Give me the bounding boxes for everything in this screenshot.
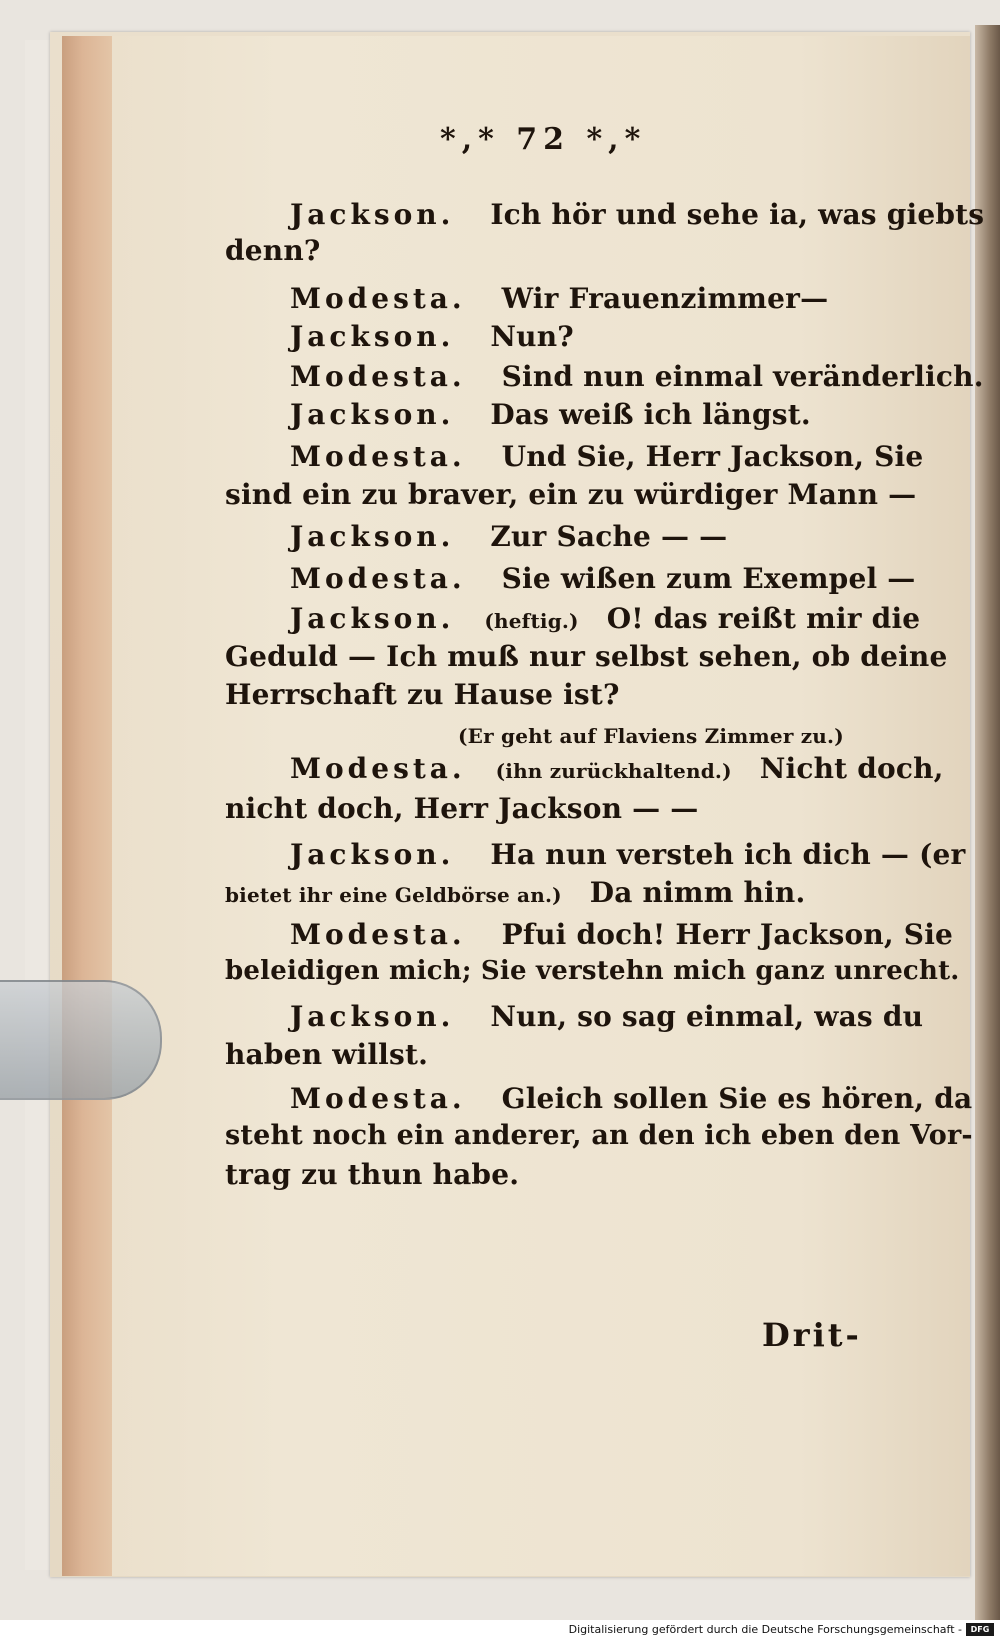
line-20: beleidigen mich; Sie verstehn mich ganz unrecht. xyxy=(225,956,960,986)
dialogue-text: Zur Sache — — xyxy=(490,520,728,553)
speaker-name: Modesta. xyxy=(290,360,466,393)
line-8: sind ein zu braver, ein zu würdiger Mann — xyxy=(225,478,917,511)
stage-direction: (ihn zurückhaltend.) xyxy=(495,759,732,783)
dialogue-text: Gleich sollen Sie es hören, da xyxy=(501,1082,973,1115)
line-3 xyxy=(290,282,828,315)
line-21 xyxy=(290,1000,923,1033)
speaker-name: Modesta. xyxy=(290,562,466,595)
page-header: *,* 72 *,* xyxy=(440,122,647,157)
line-4 xyxy=(290,320,574,353)
line-25: trag zu thun habe. xyxy=(225,1158,520,1191)
speaker-name: Modesta. xyxy=(290,1082,466,1115)
page-clip xyxy=(0,980,162,1100)
dialogue-text: Da nimm hin. xyxy=(589,876,806,909)
dialogue-text: Nun, so sag einmal, was du xyxy=(490,1000,924,1033)
speaker-name: Jackson. xyxy=(290,602,455,635)
line-2: denn? xyxy=(225,234,321,267)
dialogue-text: Das weiß ich längst. xyxy=(490,398,811,431)
speaker-name: Jackson. xyxy=(290,398,455,431)
line-12: Geduld — Ich muß nur selbst sehen, ob deine xyxy=(225,640,948,673)
line-18 xyxy=(225,876,805,909)
speaker-name: Jackson. xyxy=(290,1000,455,1033)
line-7 xyxy=(290,440,923,473)
line-19 xyxy=(290,918,953,951)
line-24: steht noch ein anderer, an den ich eben den Vor- xyxy=(225,1120,973,1151)
footer-credit: Digitalisierung gefördert durch die Deutsche Forschungsgemeinschaft - xyxy=(568,1623,962,1636)
speaker-name: Modesta. xyxy=(290,440,466,473)
dialogue-text: Pfui doch! Herr Jackson, Sie xyxy=(501,918,954,951)
speaker-name: Modesta. xyxy=(290,282,466,315)
speaker-name: Modesta. xyxy=(290,918,466,951)
line-11 xyxy=(290,602,920,635)
line-6 xyxy=(290,398,811,431)
speaker-name: Modesta. xyxy=(290,752,466,785)
dialogue-text: Und Sie, Herr Jackson, Sie xyxy=(501,440,924,473)
speaker-name: Jackson. xyxy=(290,198,455,231)
speaker-name: Jackson. xyxy=(290,520,455,553)
line-17 xyxy=(290,838,966,871)
dialogue-text: Nicht doch, xyxy=(759,752,944,785)
dialogue-text: Nun? xyxy=(490,320,574,353)
speaker-name: Jackson. xyxy=(290,838,455,871)
line-22: haben willst. xyxy=(225,1038,429,1071)
dialogue-text: O! das reißt mir die xyxy=(606,602,921,635)
stage-direction-line: (Er geht auf Flaviens Zimmer zu.) xyxy=(458,724,844,748)
dialogue-text: Ha nun versteh ich dich — (er xyxy=(490,838,966,871)
line-23 xyxy=(290,1082,972,1115)
line-15 xyxy=(290,752,944,785)
catchword: Drit- xyxy=(762,1316,862,1354)
dfg-logo: DFG xyxy=(966,1623,994,1636)
line-9 xyxy=(290,520,727,553)
book-cover-edge xyxy=(975,25,1000,1620)
binding-gutter xyxy=(62,36,114,1576)
line-1 xyxy=(290,198,984,231)
stage-direction: (heftig.) xyxy=(484,609,579,633)
footer-bar xyxy=(0,1620,1000,1640)
line-16: nicht doch, Herr Jackson — — xyxy=(225,792,699,825)
line-10 xyxy=(290,562,915,595)
dialogue-text: Ich hör und sehe ia, was giebts xyxy=(490,198,985,231)
dialogue-text: Sie wißen zum Exempel — xyxy=(501,562,916,595)
dialogue-text: Sind nun einmal veränderlich. xyxy=(501,360,984,393)
dialogue-text: Wir Frauenzimmer— xyxy=(501,282,829,315)
stage-direction: bietet ihr eine Geldbörse an.) xyxy=(225,883,562,907)
line-13: Herrschaft zu Hause ist? xyxy=(225,678,620,711)
line-5 xyxy=(290,360,984,393)
speaker-name: Jackson. xyxy=(290,320,455,353)
